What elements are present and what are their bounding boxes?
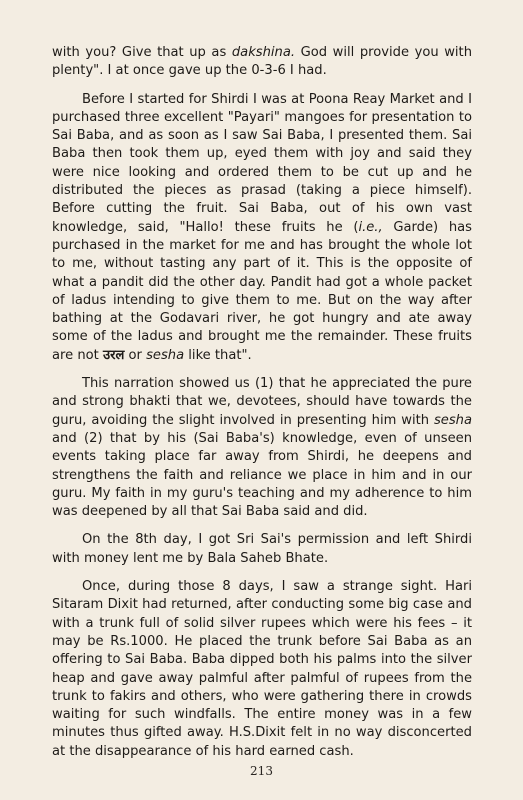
paragraph [52,531,472,568]
text-run: Once, during those 8 days, I saw a strange sight. Hari Sitaram Dixit had returned, after conducting some big case and with a trunk full of solid silver rupees which were his fees – it may be Rs.1000. He placed the trunk before Sai Baba as an offering to Sai Baba. Baba dipped both his palms into the silver heap and gave away palmful after palmful of rupees from the trunk to fakirs and others, who were gathering there in crowds waiting for such windfalls. The entire money was in a few minutes thus gifted away. H.S.Dixit felt in no way disconcerted at the disappearance of his hard earned cash. [52,579,472,759]
paragraph [52,91,472,365]
paragraph [52,375,472,521]
text-run: and (2) that by his (Sai Baba's) knowledge, even of unseen events taking place far away from Shirdi, he deepens and strengthens the faith and reliance we place in him and in our guru. My faith in my guru's teaching and my adherence to him was deepened by all that Sai Baba said and did. [52,430,472,520]
page-body [52,44,472,771]
text-run: This narration showed us (1) that he appreciated the pure and strong bhakti that we, devotees, should have towards the guru, avoiding the slight involved in presenting him with [52,376,472,428]
italic-term: sesha [146,347,185,363]
italic-term: i.e., [358,219,383,235]
text-run: On the 8th day, I got Sri Sai's permission and left Shirdi with money lent me by Bala Saheb Bhate. [52,532,472,566]
text-run: Before I started for Shirdi I was at Poona Reay Market and I purchased three excellent "Payari" mangoes for presentation to Sai Baba, and as soon as I saw Sai Baba, I presented them. Sai Baba then took them up, eyed them with joy and said they were nice looking and ordered them to be cut up and he distributed the pieces as prasad (taking a piece himself). Before cutting the fruit. Sai Baba, out of his own vast knowledge, said, "Hallo! these fruits he ( [52,91,472,235]
text-run: Garde) has purchased in the market for me and has brought the whole lot to me, without tasting any part of it. This is the opposite of what a pandit did the other day. Pandit had got a whole packet of ladus intending to give them to me. But on the way after bathing at the Godavari river, he got hungry and ate away some of the ladus and brought me the remainder. These fruits are not [52,219,472,363]
paragraph [52,578,472,761]
italic-term: sesha [433,412,472,428]
text-run: with you? Give that up as [52,45,232,60]
paragraph [52,44,472,81]
text-run: or [124,347,147,363]
text-run: God will provide you with plenty". I at once gave up the 0-3-6 I had. [52,45,472,79]
devanagari-term: उरल [102,347,125,363]
italic-term: dakshina. [231,45,296,60]
text-run: like that". [184,347,252,363]
page-number: 213 [250,764,273,778]
